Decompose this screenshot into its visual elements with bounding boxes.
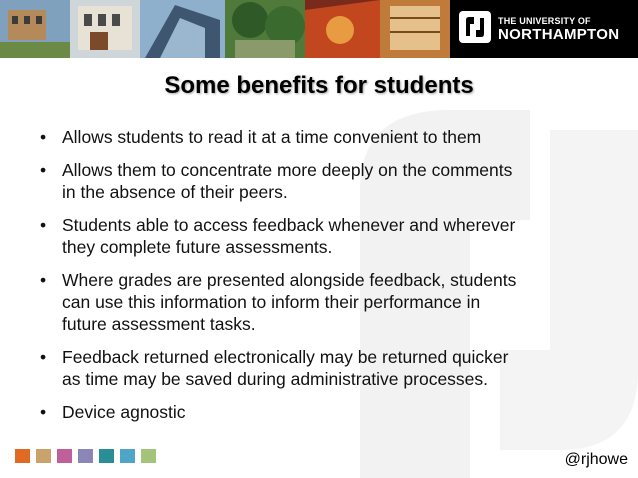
logo-name: NORTHAMPTON <box>498 26 620 43</box>
bullet-line: they complete future assessments. <box>62 237 333 257</box>
university-logo <box>458 8 628 50</box>
bullet-item <box>40 269 600 335</box>
color-square <box>57 449 72 463</box>
bullet-item <box>40 214 600 258</box>
logo-subtitle: THE UNIVERSITY OF <box>498 16 591 26</box>
bullet-item <box>40 159 600 203</box>
bullet-item <box>40 346 600 390</box>
color-square <box>15 449 30 463</box>
bullet-line: future assessment tasks. <box>62 314 256 334</box>
bullet-line: in the absence of their peers. <box>62 182 288 202</box>
bullet-item <box>40 401 600 423</box>
color-square <box>141 449 156 463</box>
author-handle: @rjhowe <box>564 451 628 468</box>
bullet-line: as time may be saved during administrative processes. <box>62 369 489 389</box>
bullet-item <box>40 126 600 148</box>
bullet-line: Where grades are presented alongside feedback, students <box>62 270 517 290</box>
bullet-line: Device agnostic <box>62 402 186 422</box>
bullet-list <box>40 126 600 434</box>
color-square <box>120 449 135 463</box>
color-square <box>36 449 51 463</box>
campus-photo-strip <box>0 0 450 58</box>
bullet-line: Students able to access feedback whenever and wherever <box>62 215 516 235</box>
bullet-line: can use this information to inform their performance in <box>62 292 481 312</box>
bullet-line: Feedback returned electronically may be returned quicker <box>62 347 509 367</box>
header-banner <box>0 0 638 58</box>
slide-title: Some benefits for students <box>164 72 474 99</box>
color-square <box>78 449 93 463</box>
color-square <box>99 449 114 463</box>
bullet-line: Allows students to read it at a time convenient to them <box>62 127 482 147</box>
bullet-line: Allows them to concentrate more deeply on the comments <box>62 160 513 180</box>
university-shield-icon <box>458 10 492 44</box>
